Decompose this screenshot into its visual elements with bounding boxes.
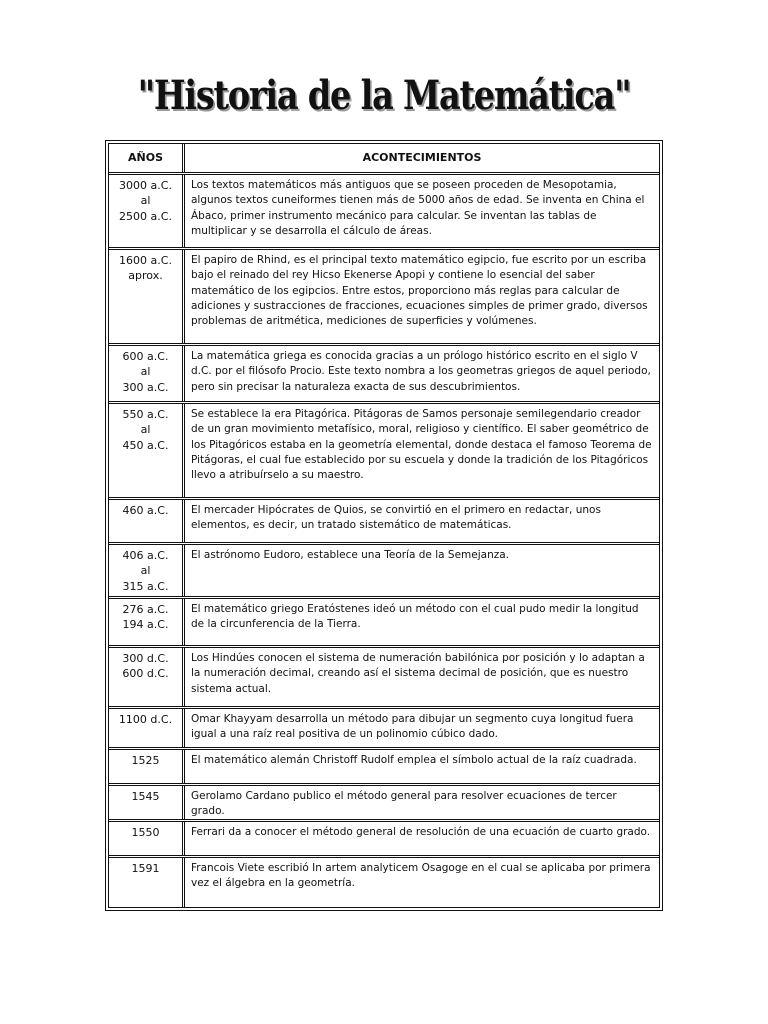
table-row xyxy=(109,346,659,404)
year-line: 1545 xyxy=(131,790,160,803)
event-cell: Francois Viete escribió In artem analyticem Osagoge en el cual se aplicaba por primera vez el álgebra en la geometría. xyxy=(191,862,651,890)
year-line: 1550 xyxy=(131,826,160,839)
event-cell: El matemático alemán Christoff Rudolf emplea el símbolo actual de la raíz cuadrada. xyxy=(191,754,637,766)
table-row xyxy=(109,250,659,346)
event-cell: Omar Khayyam desarrolla un método para dibujar un segmento cuya longitud fuera igual a una raíz real positiva de un polinomio cúbico dado. xyxy=(191,713,634,741)
year-cell xyxy=(109,786,185,819)
table-row xyxy=(109,404,659,500)
year-cell xyxy=(109,346,185,401)
table-row xyxy=(109,822,659,858)
table-header-row xyxy=(109,144,659,175)
table-row xyxy=(109,545,659,599)
event-cell: El matemático griego Eratóstenes ideó un método con el cual pudo medir la longitud de la circunferencia de la Tierra. xyxy=(191,603,639,631)
table-row xyxy=(109,750,659,786)
year-line: 1600 a.C. xyxy=(119,254,172,267)
year-cell xyxy=(109,175,185,247)
header-events: ACONTECIMIENTOS xyxy=(362,151,482,164)
year-line: 450 a.C. xyxy=(122,438,169,452)
table-row xyxy=(109,648,659,709)
year-cell xyxy=(109,250,185,343)
year-line: 600 d.C. xyxy=(122,667,169,681)
year-line: 194 a.C. xyxy=(122,618,169,632)
table-row xyxy=(109,858,659,907)
table-row xyxy=(109,175,659,250)
event-cell: El mercader Hipócrates de Quios, se convirtió en el primero en redactar, unos elementos, es decir, un tratado sistemático de matemáticas. xyxy=(191,504,601,532)
page-title: "Historia de la Matemática" xyxy=(137,72,631,119)
table-row xyxy=(109,709,659,750)
header-years: AÑOS xyxy=(109,144,185,172)
year-line: 3000 a.C. xyxy=(119,179,172,192)
year-line: 1591 xyxy=(131,862,160,875)
year-cell xyxy=(109,709,185,747)
year-line: al xyxy=(140,194,151,208)
year-line: 460 a.C. xyxy=(122,504,169,517)
year-line: 1100 d.C. xyxy=(118,713,173,726)
event-cell: El papiro de Rhind, es el principal texto matemático egipcio, fue escrito por un escriba bajo el reinado del rey Hicso Ekenerse Apopi y contiene lo esencial del saber matemático de los egipcios. Entre estos, proporciono más reglas para calcular de adiciones y sustracciones de fracciones, ecuaciones simples de primer grado, diversos problemas de aritmética, mediciones de superficies y volúmenes. xyxy=(191,254,648,328)
year-line: 300 d.C. xyxy=(122,652,169,665)
year-cell xyxy=(109,545,185,596)
year-cell xyxy=(109,750,185,783)
year-line: al xyxy=(140,423,151,437)
year-line: 550 a.C. xyxy=(122,408,169,421)
event-cell: La matemática griega es conocida gracias a un prólogo histórico escrito en el siglo V d.C. por el filósofo Procio. Este texto nombra a los geometras griegos de aquel periodo, pero sin precisar la naturaleza exacta de sus descubrimientos. xyxy=(191,350,651,393)
year-line: 2500 a.C. xyxy=(119,209,172,223)
history-table xyxy=(108,143,660,908)
event-cell: Ferrari da a conocer el método general de resolución de una ecuación de cuarto grado. xyxy=(191,826,651,838)
year-cell xyxy=(109,404,185,497)
event-cell: El astrónomo Eudoro, establece una Teoría de la Semejanza. xyxy=(191,549,510,561)
year-cell xyxy=(109,858,185,907)
event-cell: Los Hindúes conocen el sistema de numeración babilónica por posición y lo adaptan a la numeración decimal, creando así el sistema decimal de posición, que es nuestro sistema actual. xyxy=(191,652,645,695)
table-row xyxy=(109,786,659,822)
event-cell: Se establece la era Pitagórica. Pitágoras de Samos personaje semilegendario creador de un gran movimiento metafísico, moral, religioso y científico. El saber geométrico de los Pitagóricos estaba en la geometría elemental, donde destaca el famoso Teorema de Pitágoras, el cual fue establecido por su escuela y donde la tradición de los Pitagóricos llevo a atribuírselo a su maestro. xyxy=(191,408,652,482)
event-cell: Los textos matemáticos más antiguos que se poseen proceden de Mesopotamia, algunos textos cuneiformes tienen más de 5000 años de edad. Se inventa en China el Ábaco, primer instrumento mecánico para calcular. Se inventan las tablas de multiplicar y se desarrolla el cálculo de áreas. xyxy=(191,179,645,237)
year-line: 600 a.C. xyxy=(122,350,169,363)
table-row xyxy=(109,500,659,545)
year-line: 315 a.C. xyxy=(122,579,169,593)
year-cell xyxy=(109,599,185,645)
year-cell xyxy=(109,822,185,855)
year-cell xyxy=(109,500,185,542)
year-line: al xyxy=(140,365,151,379)
year-line: 276 a.C. xyxy=(122,603,169,616)
year-line: 300 a.C. xyxy=(122,380,169,394)
event-cell: Gerolamo Cardano publico el método general para resolver ecuaciones de tercer grado. xyxy=(191,790,617,818)
year-line: 1525 xyxy=(131,754,160,767)
year-line: al xyxy=(140,564,151,578)
year-line: aprox. xyxy=(128,269,163,283)
year-cell xyxy=(109,648,185,706)
year-line: 406 a.C. xyxy=(122,549,169,562)
table-row xyxy=(109,599,659,648)
